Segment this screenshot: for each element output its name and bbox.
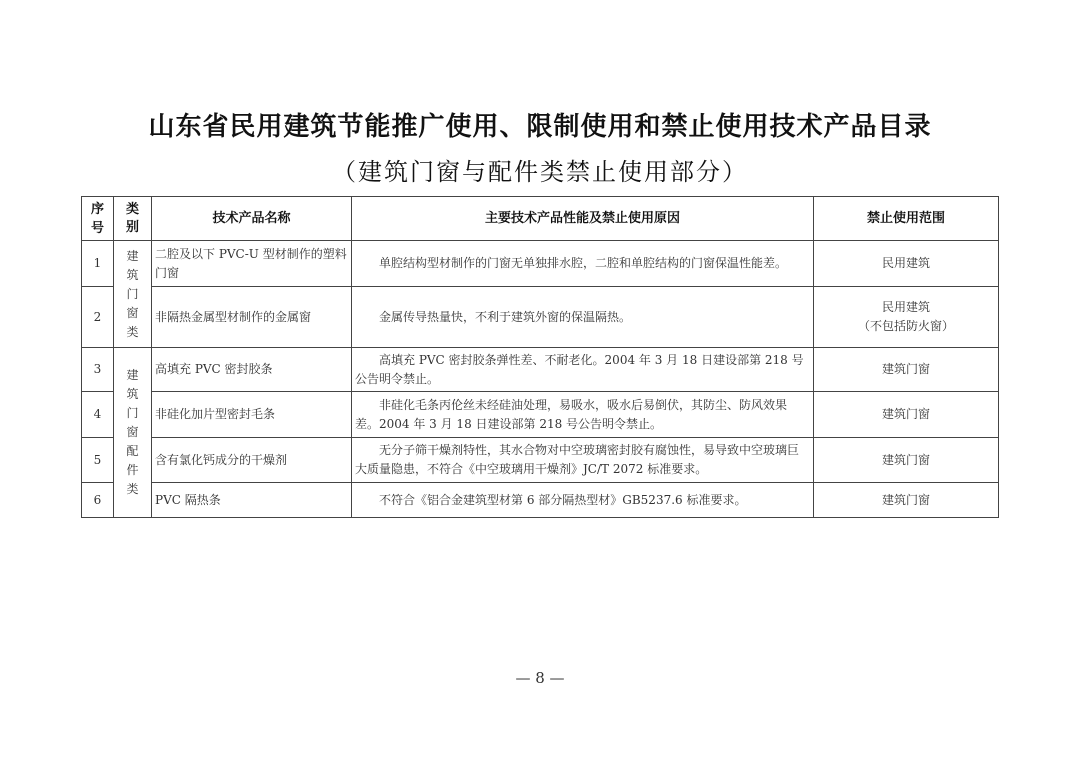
product-reason: 金属传导热量快，不利于建筑外窗的保温隔热。 <box>352 287 814 348</box>
prohibited-scope-note: （不包括防火窗） <box>857 319 954 333</box>
row-seq: 3 <box>82 348 114 392</box>
row-seq: 6 <box>82 483 114 518</box>
table-row <box>82 348 999 392</box>
table-header-row <box>82 197 999 241</box>
product-catalog-table <box>81 196 999 518</box>
row-seq: 2 <box>82 287 114 348</box>
prohibited-scope: 民用建筑 <box>814 241 999 287</box>
product-name: 含有氯化钙成分的干燥剂 <box>152 438 352 483</box>
category-cell: 建 筑 门 窗 配 件 类 <box>114 348 152 518</box>
product-name: 二腔及以下 PVC-U 型材制作的塑料门窗 <box>152 241 352 287</box>
header-scope: 禁止使用范围 <box>814 197 999 241</box>
header-category: 类 别 <box>114 197 152 241</box>
product-name: 高填充 PVC 密封胶条 <box>152 348 352 392</box>
header-product-name: 技术产品名称 <box>152 197 352 241</box>
product-name: 非隔热金属型材制作的金属窗 <box>152 287 352 348</box>
prohibited-scope-cell <box>814 287 999 348</box>
table-row <box>82 287 999 348</box>
document-title: 山东省民用建筑节能推广使用、限制使用和禁止使用技术产品目录 <box>148 112 932 142</box>
prohibited-scope: 民用建筑 <box>881 300 930 314</box>
row-seq: 5 <box>82 438 114 483</box>
header-reason: 主要技术产品性能及禁止使用原因 <box>352 197 814 241</box>
prohibited-scope: 建筑门窗 <box>814 483 999 518</box>
prohibited-scope: 建筑门窗 <box>814 392 999 438</box>
product-name: 非硅化加片型密封毛条 <box>152 392 352 438</box>
row-seq: 1 <box>82 241 114 287</box>
header-seq: 序号 <box>82 197 114 241</box>
product-reason: 无分子筛干燥剂特性，其水合物对中空玻璃密封胶有腐蚀性，易导致中空玻璃巨大质量隐患，不符合《中空玻璃用干燥剂》JC/T 2072 标准要求。 <box>352 438 814 483</box>
table-row <box>82 392 999 438</box>
document-subtitle: （建筑门窗与配件类禁止使用部分） <box>332 158 748 186</box>
product-reason: 单腔结构型材制作的门窗无单独排水腔，二腔和单腔结构的门窗保温性能差。 <box>352 241 814 287</box>
product-name: PVC 隔热条 <box>152 483 352 518</box>
product-reason: 非硅化毛条丙伦丝未经硅油处理，易吸水，吸水后易倒伏，其防尘、防风效果差。2004 年 3 月 18 日建设部第 218 号公告明令禁止。 <box>352 392 814 438</box>
table-row <box>82 241 999 287</box>
product-reason: 不符合《铝合金建筑型材第 6 部分隔热型材》GB5237.6 标准要求。 <box>352 483 814 518</box>
product-reason: 高填充 PVC 密封胶条弹性差、不耐老化。2004 年 3 月 18 日建设部第 218 号公告明令禁止。 <box>352 348 814 392</box>
prohibited-scope: 建筑门窗 <box>814 348 999 392</box>
table-row <box>82 483 999 518</box>
prohibited-scope: 建筑门窗 <box>814 438 999 483</box>
table-row <box>82 438 999 483</box>
page-number: — 8 — <box>515 669 565 687</box>
row-seq: 4 <box>82 392 114 438</box>
category-cell: 建 筑 门 窗 类 <box>114 241 152 348</box>
